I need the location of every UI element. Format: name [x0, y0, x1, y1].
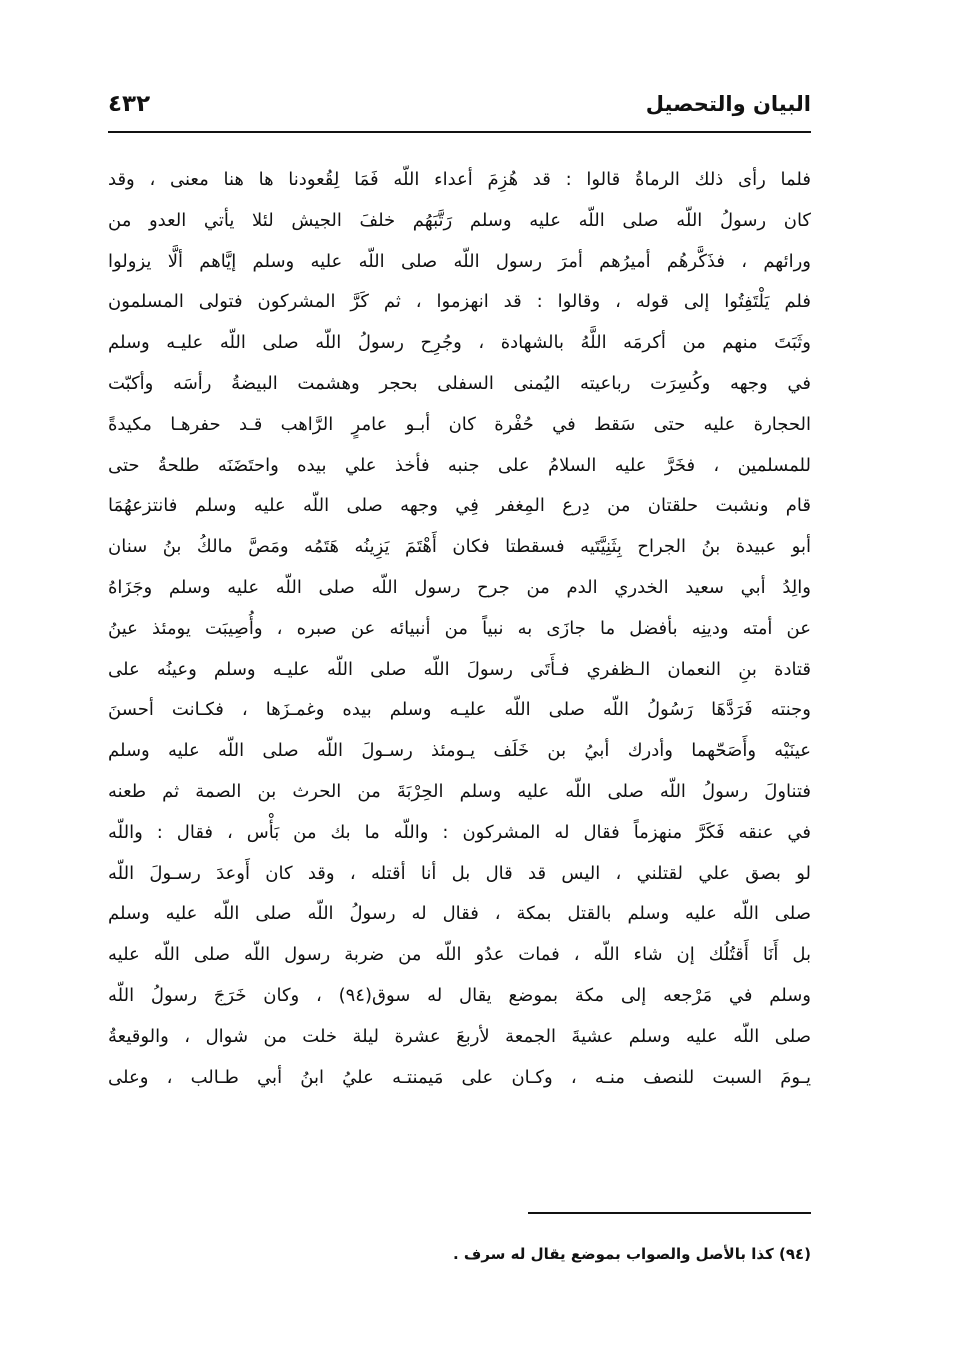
running-title: البيان والتحصيل [645, 92, 811, 116]
text-line-22: صلى اللّه عليه وسلم عشيةَ الجمعة لأربعَ عشرة ليلة خلت من شوال ، والوقيعةُ [108, 1025, 811, 1047]
text-line-20: بل أَنَا أَقتُلُك إن شاء اللّه ، فمات عدُو اللّه من ضربة رسول اللّه صلى اللّه عليه [108, 944, 811, 966]
page-number: ٤٣٢ [108, 91, 151, 117]
footnote-divider [528, 1212, 811, 1214]
text-line-18: لو بصق علي لقتلني ، اليس قد قال بل أنا أقتله ، وقد كان أَوعدَ رسـولَ اللّه [108, 862, 811, 884]
text-line-21: وسلم في مَرْجعه إلى مكة بموضع يقال له سوق(٩٤) ، وكان خَرَجَ رسولُ اللّه [108, 984, 811, 1006]
page-header [108, 88, 811, 128]
text-line-16: فتناولَ رسولُ اللّه صلى اللّه عليه وسلم الحِرْبَةَ من الحرث بن الصمة ثم طعنه [108, 780, 811, 802]
text-line-12: عن أمته ودينِه بأفضل ما جازَى به نبياً من أنبيائه عن صبره ، وأُصِيبَت يومئذ عينُ [108, 617, 811, 639]
text-line-13: قتادة بنِ النعمان الـظفري فـأَتَى رسولَ اللّه صلى اللّه عليـه وسلم وعينُه على [108, 658, 811, 680]
text-line-10: أبو عبيدة بنُ الجراح بِثَنِيَّتَيه فسقطتا فكان أَهْتَمَ يَزِينُه هَتَمُه ومَصَّ مالكُ بنُ سنان [108, 536, 811, 558]
text-line-15: عينَيْه وأَصَحّهما وأدرك أبيُ بن خَلَف يـومئذ رسـولَ اللّه صلى اللّه عليه وسلم [108, 740, 811, 762]
text-line-19: صلى اللّه عليه وسلم بالقتل بمكة ، فقال له رسولُ اللّه صلى اللّه عليه وسلم [108, 903, 811, 925]
text-line-1: فلما رأى ذلك الرماةُ قالوا : قد هُزِمَ أعداء اللّه فَمَا لِقُعودنا ها هنا معنى ، وقد [108, 169, 811, 190]
text-line-5: وثَبَتَ منهم من أكرمَه اللَّهُ بالشهادة ، وجُرِح رسولُ اللّه صلى اللّه عليـه وسلم [108, 332, 811, 354]
header-divider [108, 131, 811, 133]
text-line-2: كان رسولُ اللّه صلى اللّه عليه وسلم رَتَّبَهُم خلفَ الجيش لئلا يأتي العدو من [108, 209, 811, 231]
main-text [108, 160, 811, 1098]
text-line-14: وجنته فَرَدَّهَا رَسُولُ اللّه صلى اللّه عليـه وسلم بيده وغمـزَها ، فكـانت أحسنَ [108, 699, 811, 721]
text-line-11: والِدُ أبي سعيد الخدري الدم من جرح رسول اللّه صلى اللّه عليه وسلم وجَزَاهُ [108, 576, 811, 598]
text-line-17: في عنقه فَكَرَّ منهزماً فقال له المشركون : واللّه ما بك من بَأْس ، فقال : واللّه [108, 821, 811, 843]
text-line-7: الحجارة عليه حتى سَقط في حُفْرة كان أبـو عامرٍ الرَّاهب قـد حفرهـا مكيدةً [108, 413, 811, 435]
footnote: (٩٤) كذا بالأصل والصواب بموضع يقال له سرف . [453, 1245, 811, 1263]
text-line-9: قام ونشبت حلقتان من دِرع المِغفر فِي وجهه صلى اللّه عليه وسلم فانتزعهُمَا [108, 495, 811, 517]
text-line-8: للمسلمين ، فخَرَّ عليه السلامُ على جنبه فأخذ علي بيده واحتَضَنَه طلحةُ حتى [108, 454, 811, 476]
text-line-4: فلم يَلْتَفِتُوا إلى قوله ، وقالوا : قد انهزموا ، ثم كَرَّ المشركون فتولى المسلمون [108, 291, 811, 313]
text-line-6: في وجهه وكُسِرَت رباعيته اليُمنى السفلى بحجر وهشمت البيضةُ رأسَه وأكبّت [108, 372, 811, 394]
text-line-3: ورائهم ، فذَكَّرهُم أميرُهم أمرَ رسول اللّه صلى اللّه عليه وسلم إيَّاهم ألَّا يزولوا [108, 250, 811, 272]
text-line-23: يـومَ السبت للنصف منـه ، وكـان على مَيمنتـه عليُ ابنُ أبي طـالب ، وعلى [108, 1066, 811, 1088]
